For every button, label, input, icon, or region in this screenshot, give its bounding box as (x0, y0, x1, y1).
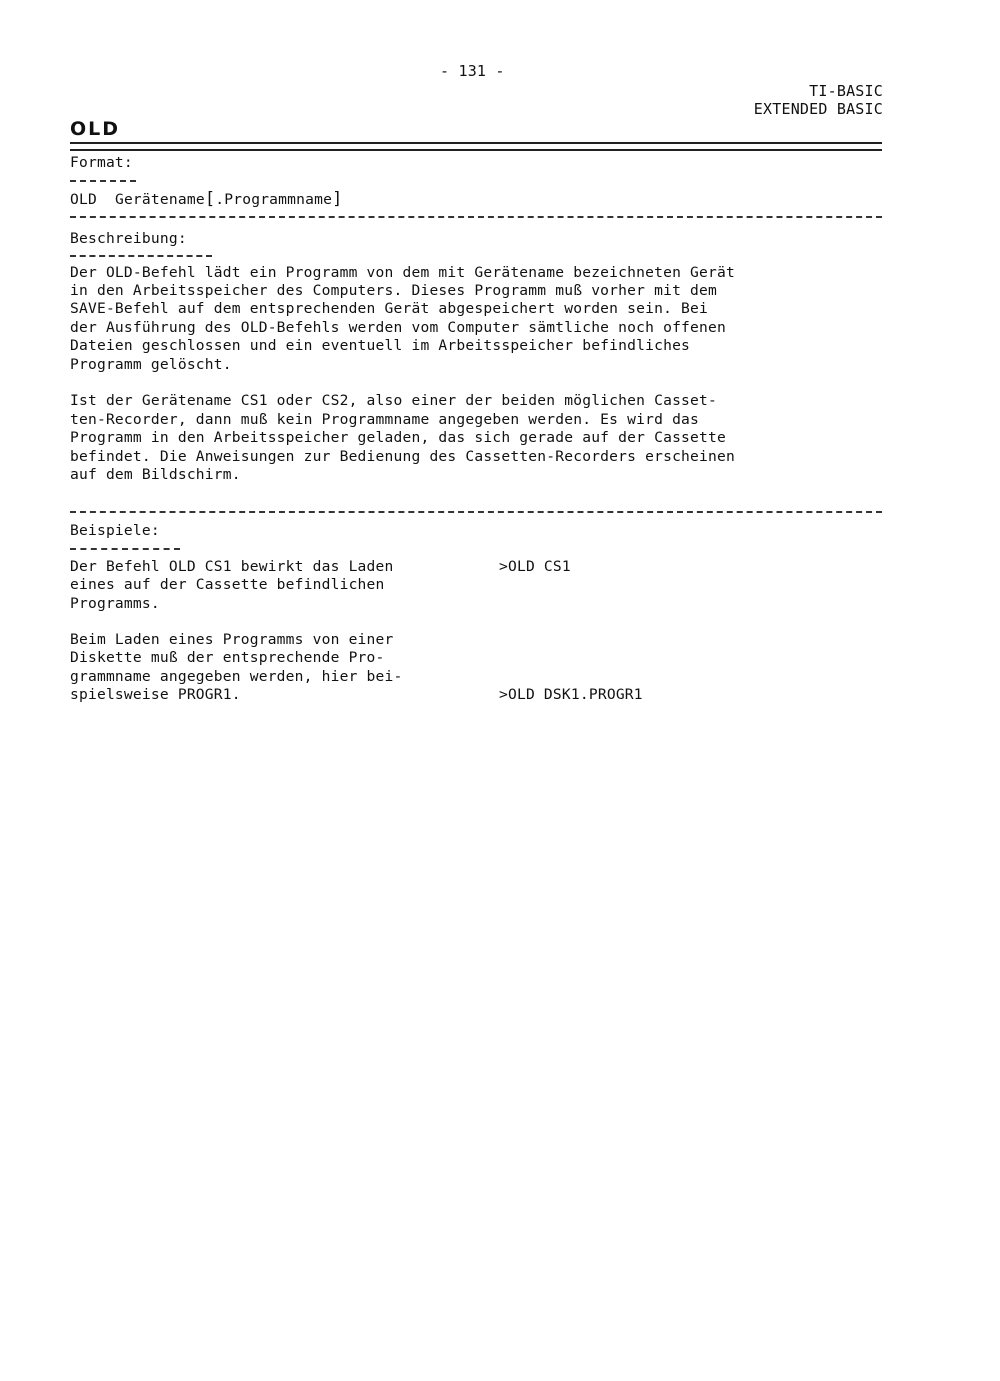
beschreibung-heading: Beschreibung: (70, 230, 187, 247)
section-divider (70, 511, 882, 513)
example-text-line: Der Befehl OLD CS1 bewirkt das Laden (70, 558, 394, 575)
description-line: Programm in den Arbeitsspeicher geladen, das sich gerade auf der Cassette (70, 429, 726, 446)
example-code: >OLD DSK1.PROGR1 (499, 686, 643, 703)
beispiele-underline (70, 548, 180, 550)
double-rule (70, 142, 882, 151)
description-line: Ist der Gerätename CS1 oder CS2, also einer der beiden möglichen Casset- (70, 392, 718, 409)
beschreibung-underline (70, 255, 212, 257)
example-text-line: Beim Laden eines Programms von einer (70, 631, 394, 648)
example-text-line: eines auf der Cassette befindlichen (70, 576, 385, 593)
description-line: der Ausführung des OLD-Befehls werden vom Computer sämtliche noch offenen (70, 319, 726, 336)
format-syntax (70, 190, 343, 209)
description-line: befindet. Die Anweisungen zur Bedienung des Cassetten-Recorders erscheinen (70, 448, 735, 465)
page-title: OLD (70, 118, 121, 140)
section-divider (70, 216, 882, 218)
example-text-line: grammname angegeben werden, hier bei- (70, 668, 403, 685)
format-optional-argument: .Programmname (215, 191, 333, 208)
description-line: in den Arbeitsspeicher des Computers. Dieses Programm muß vorher mit dem (70, 282, 718, 299)
example-code: >OLD CS1 (499, 558, 571, 575)
description-line: auf dem Bildschirm. (70, 466, 241, 483)
header-line-extended-basic: EXTENDED BASIC (753, 100, 883, 118)
format-bracket-open: [ (204, 189, 216, 209)
description-line: ten-Recorder, dann muß kein Programmname angegeben werden. Es wird das (70, 411, 700, 428)
description-line: Dateien geschlossen und ein eventuell im Arbeitsspeicher befindliches (70, 337, 691, 354)
example-text-line: spielsweise PROGR1. (70, 686, 241, 703)
format-heading: Format: (70, 154, 133, 171)
description-line: Der OLD-Befehl lädt ein Programm von dem mit Gerätename bezeichneten Gerät (70, 264, 735, 281)
example-text-line: Programms. (70, 595, 160, 612)
page-number: - 131 - (440, 62, 505, 80)
beispiele-heading: Beispiele: (70, 522, 160, 539)
format-command: OLD (70, 191, 97, 208)
format-underline (70, 180, 136, 182)
description-line: Programm gelöscht. (70, 356, 232, 373)
header-line-ti-basic: TI-BASIC (809, 82, 883, 100)
format-argument: Gerätename (114, 191, 205, 208)
description-line: SAVE-Befehl auf dem entsprechenden Gerät abgespeichert worden sein. Bei (70, 300, 709, 317)
example-text-line: Diskette muß der entsprechende Pro- (70, 649, 385, 666)
format-bracket-close: ] (332, 189, 343, 209)
